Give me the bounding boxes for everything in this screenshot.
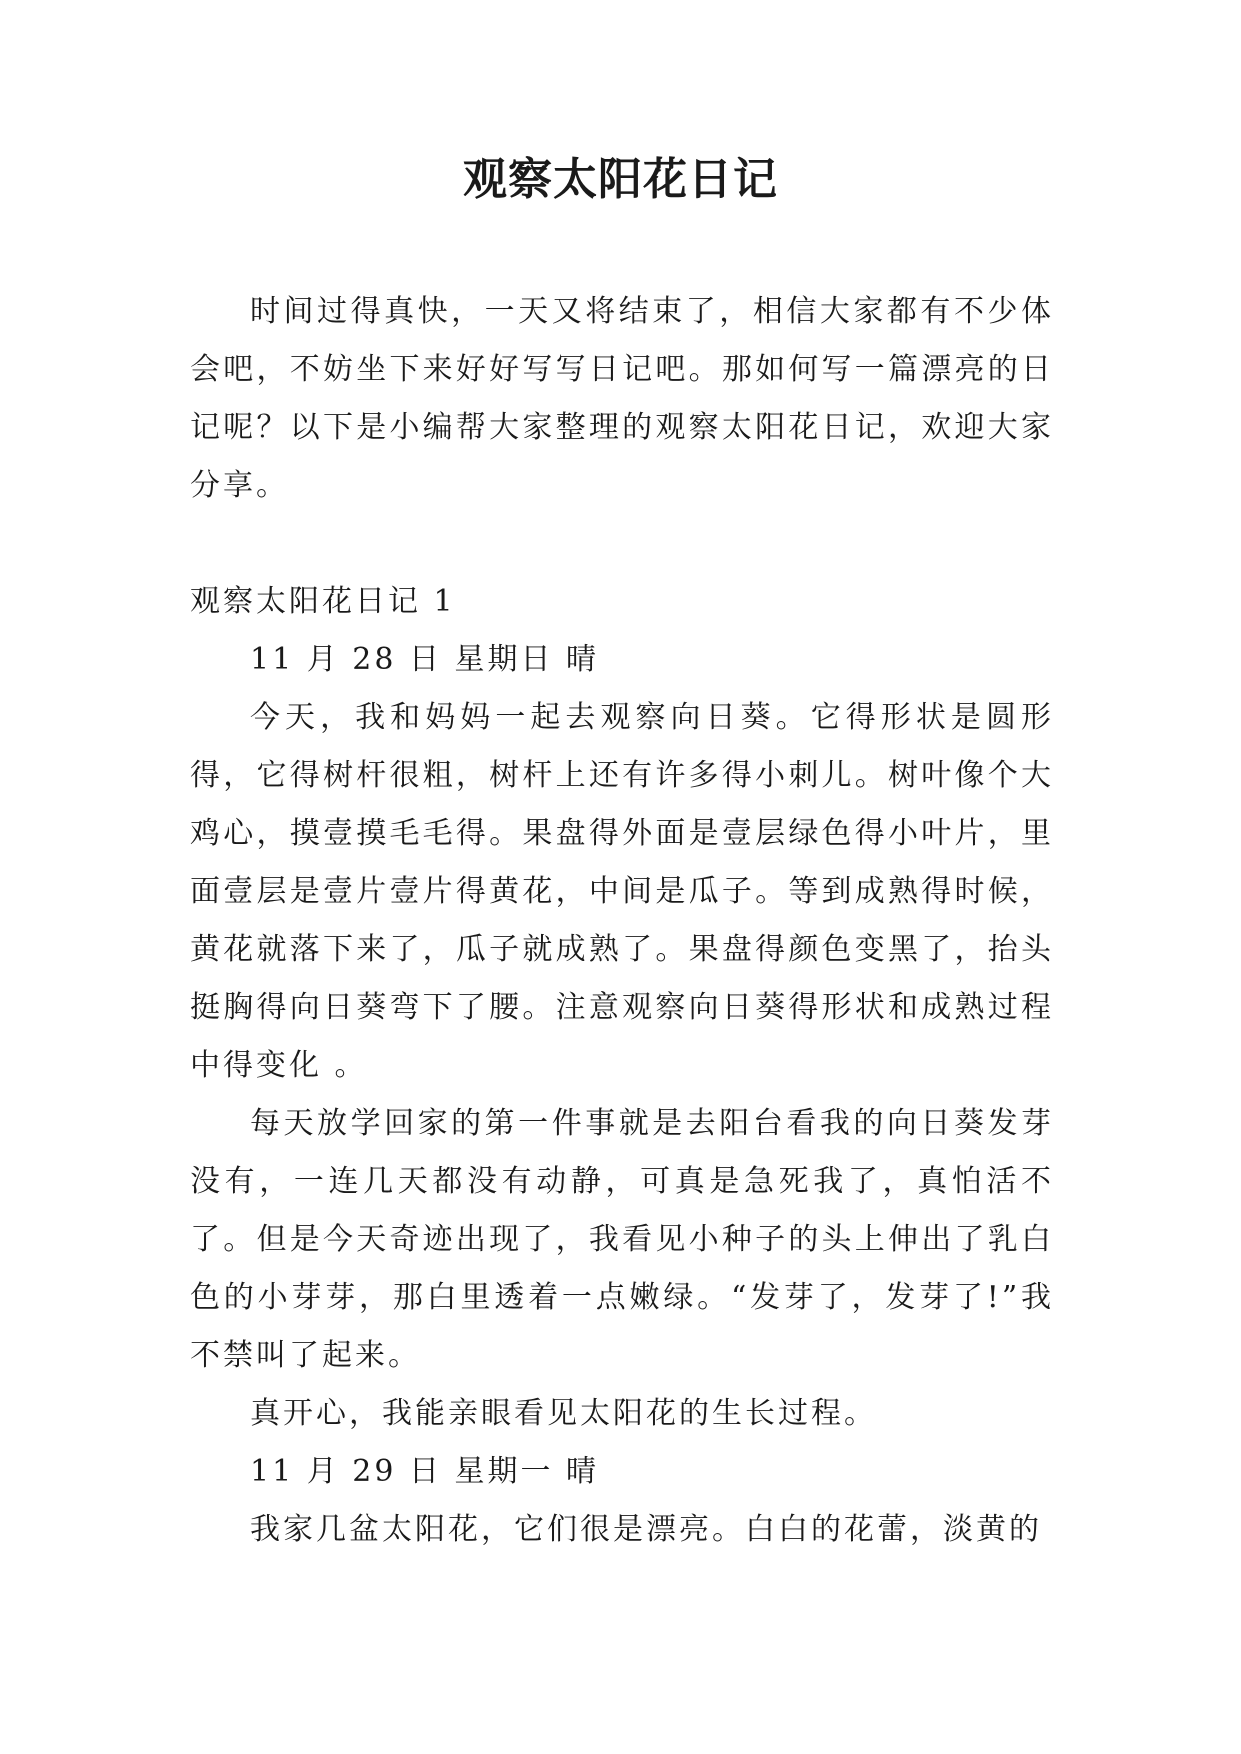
- entry-paragraph-1: 今天，我和妈妈一起去观察向日葵。它得形状是圆形得，它得树杆很粗，树杆上还有许多得小刺儿。树叶像个大鸡心，摸壹摸毛毛得。果盘得外面是壹层绿色得小叶片，里面壹层是壹片壹片得黄花，中间是瓜子。等到成熟得时候，黄花就落下来了，瓜子就成熟了。果盘得颜色变黑了，抬头挺胸得向日葵弯下了腰。注意观察向日葵得形状和成熟过程中得变化 。: [190, 700, 1054, 1083]
- intro-paragraph: 时间过得真快，一天又将结束了，相信大家都有不少体会吧，不妨坐下来好好写写日记吧。那如何写一篇漂亮的日记呢？以下是小编帮大家整理的观察太阳花日记，欢迎大家分享。: [190, 294, 1054, 503]
- section-heading: 观察太阳花日记 1: [190, 584, 456, 619]
- entry-date-2: 11 月 29 日 星期一 晴: [250, 1454, 600, 1489]
- entry-paragraph-2: 每天放学回家的第一件事就是去阳台看我的向日葵发芽没有，一连几天都没有动静，可真是急死我了，真怕活不了。但是今天奇迹出现了，我看见小种子的头上伸出了乳白色的小芽芽，那白里透着一点嫩绿。“发芽了，发芽了!”我不禁叫了起来。: [190, 1106, 1054, 1373]
- document-title: 观察太阳花日记: [463, 154, 778, 205]
- entry-paragraph-4: 我家几盆太阳花，它们很是漂亮。白白的花蕾，淡黄的: [250, 1512, 1042, 1547]
- entry-paragraph-3: 真开心，我能亲眼看见太阳花的生长过程。: [250, 1396, 877, 1431]
- document-body: [190, 283, 1054, 1559]
- paragraph-gap: [190, 515, 1054, 573]
- entry-date-1: 11 月 28 日 星期日 晴: [250, 642, 600, 677]
